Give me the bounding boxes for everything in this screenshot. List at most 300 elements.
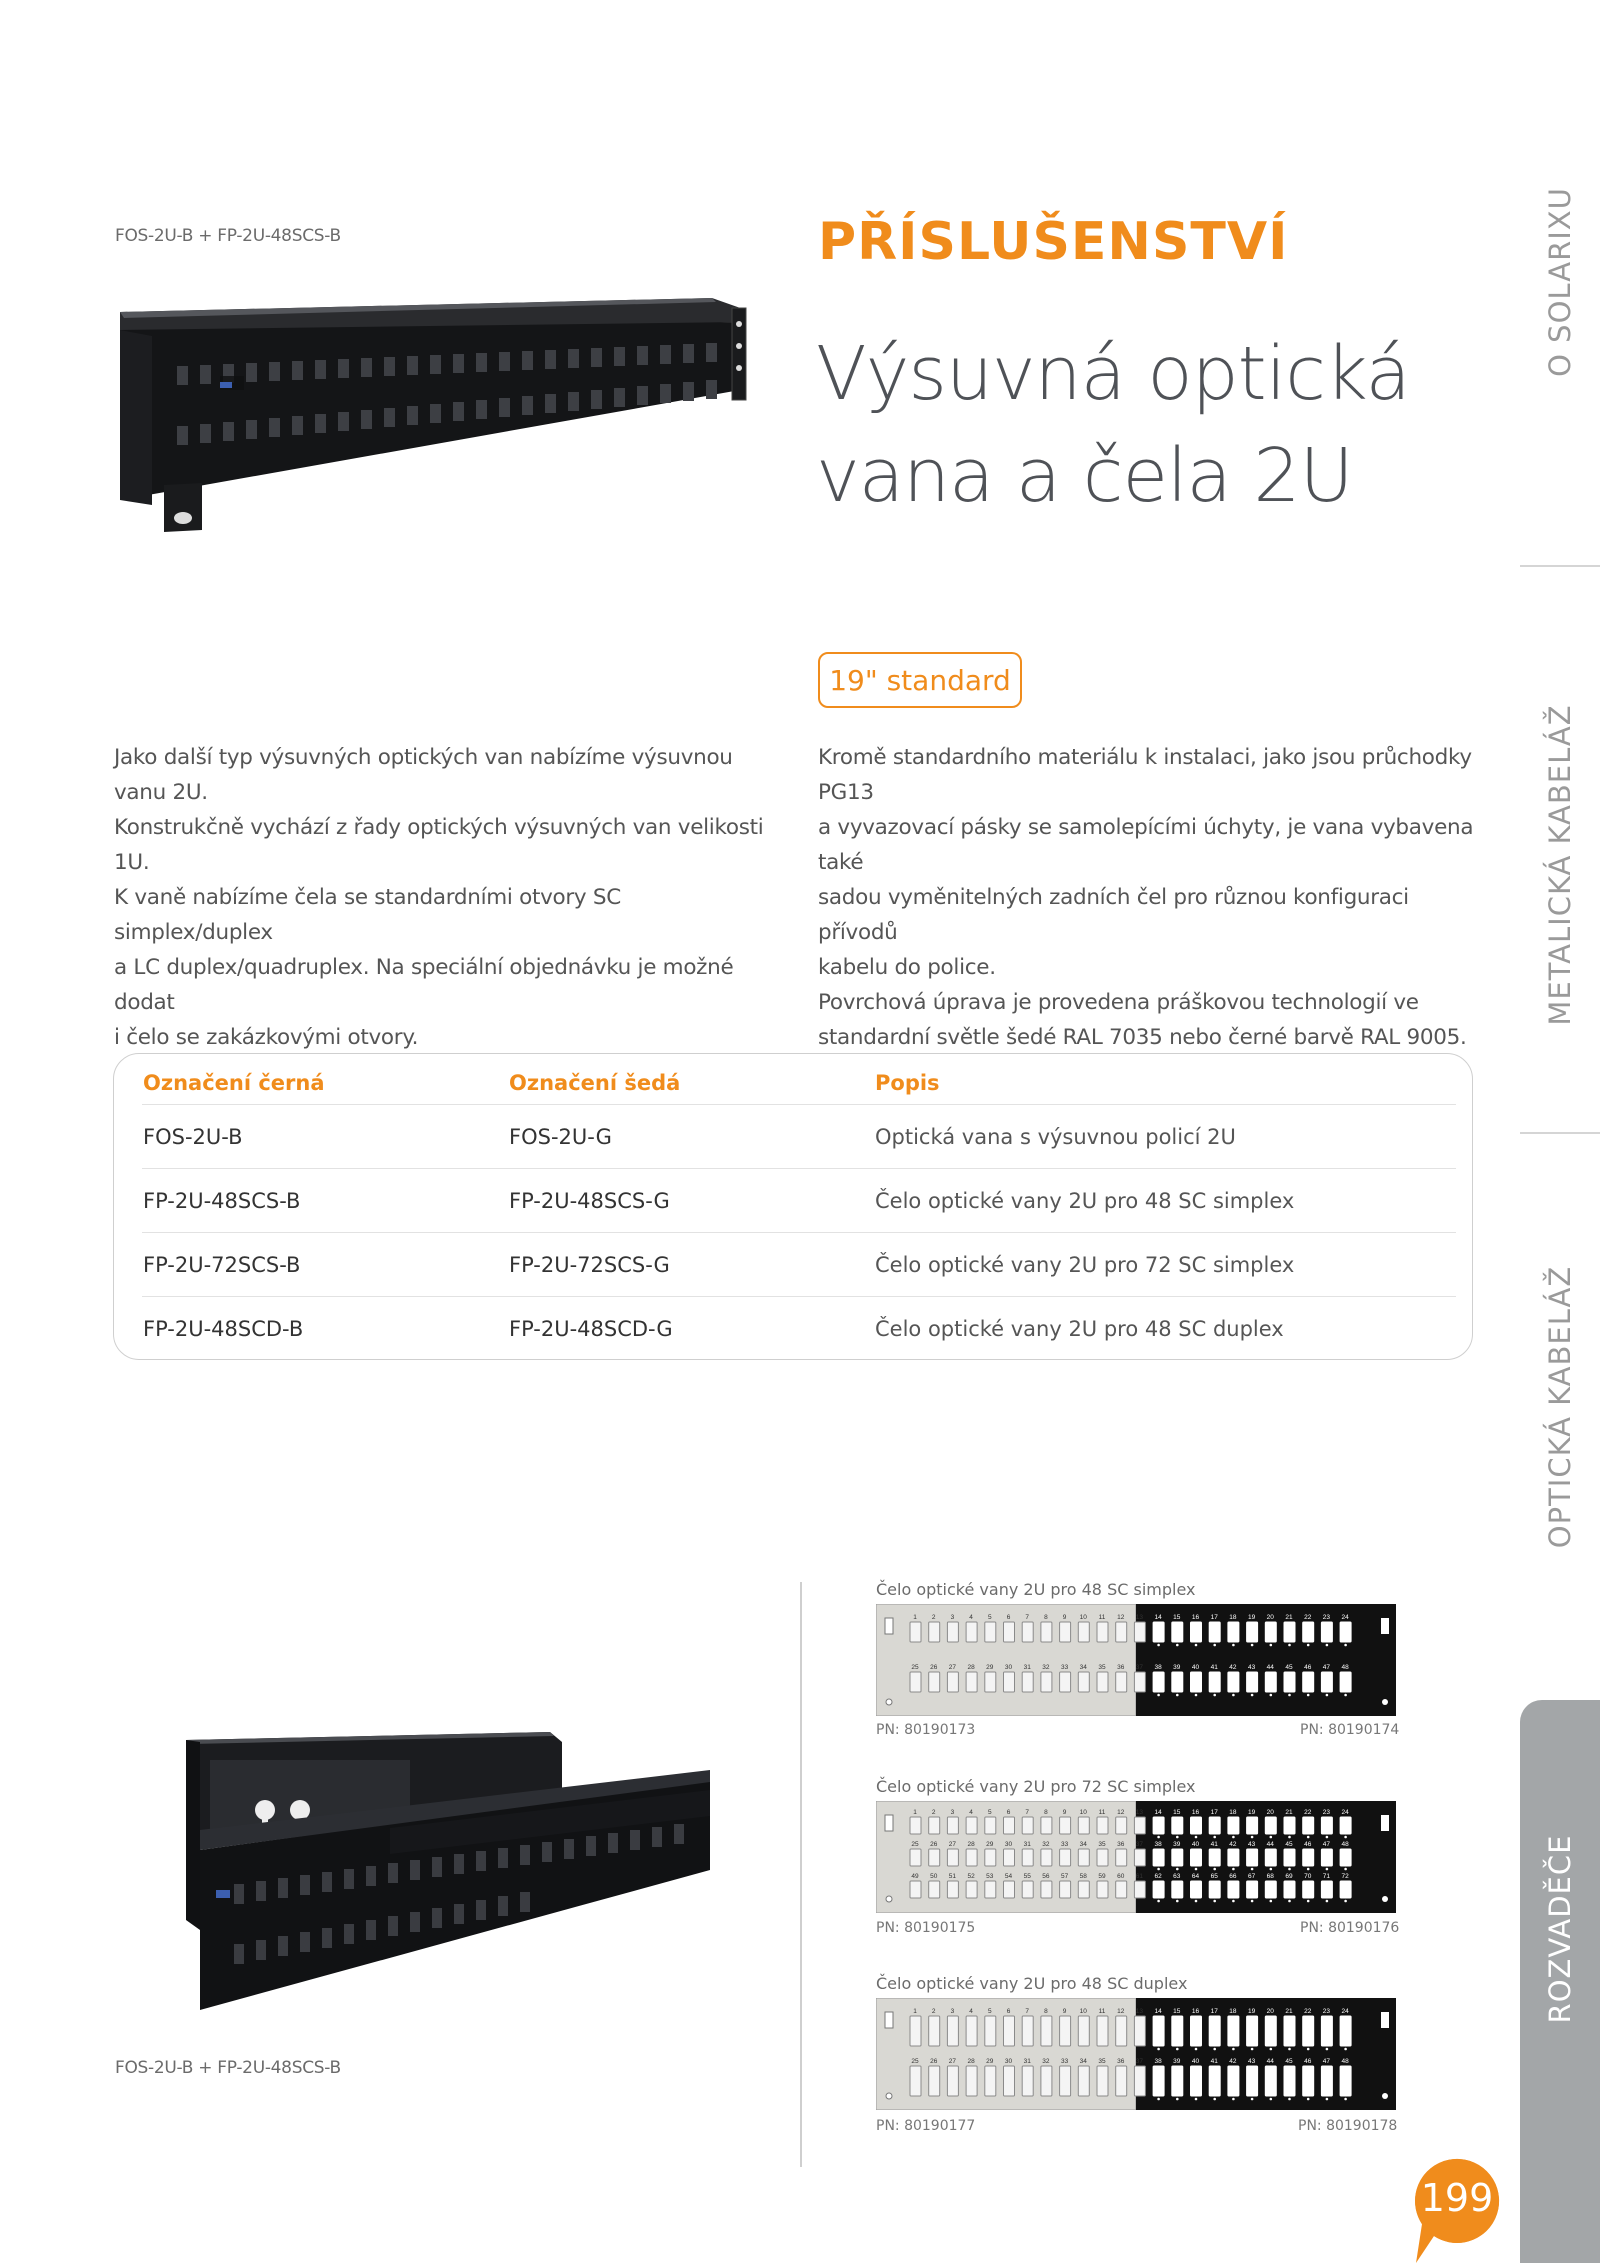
port-marker — [1326, 2098, 1329, 2101]
port-marker — [1213, 1868, 1216, 1871]
port-number: 37 — [1135, 1664, 1144, 1671]
port-number: 42 — [1229, 1664, 1237, 1671]
port-marker — [1270, 1900, 1273, 1903]
port-slot — [1265, 1849, 1276, 1866]
port-slot — [1134, 1881, 1145, 1898]
part-number-black: PN: 80190178 — [1298, 2118, 1398, 2134]
port-slot — [1041, 1672, 1052, 1692]
port-number: 20 — [1266, 1809, 1274, 1816]
intro-right-line: a vyvazovací pásky se samolepícími úchyty, je vana vybavena také — [818, 815, 1474, 875]
port-number: 2 — [931, 2008, 936, 2015]
port-number: 34 — [1079, 1841, 1087, 1848]
port-number: 28 — [967, 2058, 975, 2065]
code-black: FOS-2U-B — [143, 1125, 243, 1149]
port-number: 67 — [1247, 1873, 1256, 1880]
mount-hole — [1382, 1699, 1388, 1705]
port-marker — [1288, 1644, 1291, 1647]
product-table — [113, 1053, 1473, 1360]
port-slot — [1191, 2016, 1202, 2046]
port-slot — [1041, 1817, 1052, 1834]
port-number: 41 — [1210, 1664, 1218, 1671]
tab-rozvadece-active[interactable] — [1520, 1700, 1600, 2263]
port-number: 34 — [1079, 2058, 1087, 2065]
port-number: 3 — [950, 1809, 955, 1816]
port-slot — [1321, 1849, 1332, 1866]
port-slot — [1303, 1881, 1314, 1898]
port-number: 33 — [1060, 1841, 1069, 1848]
port-number: 46 — [1304, 1841, 1312, 1848]
port-number: 47 — [1322, 1664, 1331, 1671]
port-number: 39 — [1173, 1664, 1181, 1671]
port-number: 7 — [1025, 1614, 1030, 1621]
port-slot — [1303, 2066, 1314, 2096]
port-slot — [1247, 1817, 1258, 1834]
intro-left-line: Konstrukčně vychází z řady optických výsuvných van velikosti 1U. — [114, 815, 764, 875]
port-number: 23 — [1322, 1809, 1331, 1816]
port-marker — [1307, 1900, 1310, 1903]
port-number: 16 — [1191, 2008, 1200, 2015]
port-slot — [1078, 1881, 1089, 1898]
intro-right-line: standardní světle šedé RAL 7035 nebo černé barvě RAL 9005. — [818, 1025, 1467, 1050]
port-slot — [929, 1849, 940, 1866]
bottom-product-image — [180, 1720, 720, 2020]
intro-left-line: a LC duplex/quadruplex. Na speciální objednávku je možné dodat — [114, 955, 734, 1015]
port-slot — [1022, 2066, 1033, 2096]
part-number-black: PN: 80190174 — [1300, 1722, 1400, 1738]
port-slot — [1340, 1672, 1351, 1692]
port-number: 12 — [1117, 1614, 1125, 1621]
port-marker — [1157, 1900, 1160, 1903]
port-slot — [1191, 1622, 1202, 1642]
port-slot — [1060, 1817, 1071, 1834]
port-marker — [1195, 1644, 1198, 1647]
port-slot — [1116, 1881, 1127, 1898]
port-number: 30 — [1004, 1841, 1013, 1848]
section-label: PŘÍSLUŠENSTVÍ — [818, 212, 1289, 272]
port-slot — [1303, 1849, 1314, 1866]
port-number: 13 — [1135, 2008, 1144, 2015]
port-marker — [1157, 1836, 1160, 1839]
port-slot — [1284, 1849, 1295, 1866]
port-marker — [1176, 1868, 1179, 1871]
port-number: 48 — [1341, 2058, 1349, 2065]
port-number: 32 — [1042, 2058, 1050, 2065]
mount-hole — [885, 1618, 893, 1634]
port-marker — [1213, 2098, 1216, 2101]
port-number: 24 — [1341, 1809, 1349, 1816]
port-number: 18 — [1229, 1809, 1237, 1816]
mount-hole — [1382, 1896, 1388, 1902]
port-slot — [1172, 1672, 1183, 1692]
port-slot — [1228, 1817, 1239, 1834]
port-marker — [1288, 1836, 1291, 1839]
port-slot — [947, 1817, 958, 1834]
port-number: 25 — [911, 1664, 919, 1671]
port-slot — [1022, 1817, 1033, 1834]
port-number: 43 — [1247, 2058, 1256, 2065]
page-title-line-1: Výsuvná optická — [816, 331, 1410, 417]
tab-separator — [1520, 565, 1600, 567]
port-slot — [1004, 1849, 1015, 1866]
port-slot — [1321, 2016, 1332, 2046]
port-number: 59 — [1098, 1873, 1106, 1880]
port-marker — [1195, 1836, 1198, 1839]
port-number: 35 — [1098, 1841, 1106, 1848]
part-number-grey: PN: 80190177 — [876, 2118, 976, 2134]
port-number: 6 — [1006, 1614, 1011, 1621]
port-number: 7 — [1025, 1809, 1030, 1816]
port-slot — [1134, 1672, 1145, 1692]
top-product-image — [112, 290, 752, 540]
port-number: 11 — [1098, 1614, 1106, 1621]
port-number: 28 — [967, 1664, 975, 1671]
port-number: 38 — [1154, 2058, 1162, 2065]
port-slot — [985, 2016, 996, 2046]
port-number: 1 — [913, 1809, 917, 1816]
faceplate-48sc-simplex — [876, 1604, 1396, 1716]
port-marker — [1326, 2048, 1329, 2051]
port-number: 24 — [1341, 2008, 1349, 2015]
port-slot — [1191, 1849, 1202, 1866]
port-slot — [1265, 1817, 1276, 1834]
port-number: 61 — [1135, 1873, 1144, 1880]
tab-opticka-kabelaz[interactable]: OPTICKÁ KABELÁŽ — [1543, 1265, 1577, 1549]
port-number: 55 — [1023, 1873, 1031, 1880]
port-marker — [1270, 1836, 1273, 1839]
port-number: 64 — [1191, 1873, 1200, 1880]
port-marker — [1251, 1868, 1254, 1871]
port-slot — [929, 1817, 940, 1834]
port-slot — [966, 2016, 977, 2046]
port-marker — [1326, 1644, 1329, 1647]
tab-metalicka-kabelaz[interactable]: METALICKÁ KABELÁŽ — [1543, 704, 1577, 1026]
port-number: 21 — [1285, 2008, 1293, 2015]
port-number: 41 — [1210, 2058, 1218, 2065]
intro-left-line: i čelo se zakázkovými otvory. — [114, 1025, 419, 1050]
port-slot — [1004, 1817, 1015, 1834]
port-number: 33 — [1060, 1664, 1069, 1671]
port-slot — [947, 1622, 958, 1642]
port-number: 37 — [1135, 1841, 1144, 1848]
port-slot — [1060, 2066, 1071, 2096]
port-number: 54 — [1004, 1873, 1013, 1880]
port-slot — [947, 2066, 958, 2096]
tab-o-solarixu[interactable]: O SOLARIXU — [1543, 187, 1577, 377]
port-number: 1 — [913, 2008, 917, 2015]
port-slot — [1209, 1622, 1220, 1642]
port-number: 22 — [1304, 1809, 1312, 1816]
port-number: 57 — [1060, 1873, 1069, 1880]
port-marker — [1157, 2048, 1160, 2051]
port-slot — [1228, 1881, 1239, 1898]
port-number: 19 — [1247, 1809, 1256, 1816]
mount-hole — [885, 2012, 893, 2028]
port-number: 35 — [1098, 1664, 1106, 1671]
intro-right-line: kabelu do police. — [818, 955, 996, 980]
port-slot — [1116, 1622, 1127, 1642]
port-marker — [1307, 1836, 1310, 1839]
port-marker — [1307, 1694, 1310, 1697]
port-slot — [1022, 2016, 1033, 2046]
intro-left-line: K vaně nabízíme čela se standardními otvory SC simplex/duplex — [114, 885, 621, 945]
port-slot — [1209, 1672, 1220, 1692]
port-slot — [1134, 2066, 1145, 2096]
port-marker — [1232, 1644, 1235, 1647]
port-marker — [1270, 1868, 1273, 1871]
port-marker — [1232, 1694, 1235, 1697]
port-marker — [1344, 1644, 1347, 1647]
port-number: 44 — [1266, 1841, 1274, 1848]
intro-left-line: Jako další typ výsuvných optických van nabízíme výsuvnou vanu 2U. — [114, 745, 733, 805]
port-marker — [1270, 1644, 1273, 1647]
port-number: 4 — [969, 1614, 973, 1621]
port-number: 44 — [1266, 1664, 1274, 1671]
port-number: 62 — [1154, 1873, 1162, 1880]
part-number-grey: PN: 80190175 — [876, 1920, 976, 1936]
port-number: 49 — [911, 1873, 919, 1880]
description: Optická vana s výsuvnou policí 2U — [875, 1125, 1236, 1149]
port-number: 23 — [1322, 2008, 1331, 2015]
intro-right — [818, 740, 1488, 1055]
port-number: 17 — [1210, 1614, 1218, 1621]
port-slot — [1284, 1622, 1295, 1642]
port-marker — [1232, 1836, 1235, 1839]
port-slot — [1172, 2066, 1183, 2096]
port-number: 9 — [1062, 1809, 1067, 1816]
port-slot — [1004, 1622, 1015, 1642]
panel-caption: Čelo optické vany 2U pro 48 SC simplex — [876, 1580, 1196, 1599]
port-number: 16 — [1191, 1614, 1200, 1621]
port-number: 32 — [1042, 1841, 1050, 1848]
port-slot — [947, 1672, 958, 1692]
port-slot — [1097, 1817, 1108, 1834]
port-number: 42 — [1229, 1841, 1237, 1848]
intro-right-line: Povrchová úprava je provedena práškovou technologií ve — [818, 990, 1419, 1015]
port-slot — [1265, 1881, 1276, 1898]
port-slot — [1265, 2066, 1276, 2096]
port-slot — [1172, 2016, 1183, 2046]
port-slot — [1228, 1849, 1239, 1866]
port-number: 28 — [967, 1841, 975, 1848]
intro-left — [114, 740, 774, 1055]
port-slot — [1340, 1881, 1351, 1898]
port-slot — [1116, 2016, 1127, 2046]
port-slot — [1247, 2016, 1258, 2046]
port-slot — [966, 1672, 977, 1692]
port-slot — [947, 1881, 958, 1898]
port-number: 15 — [1173, 2008, 1181, 2015]
port-slot — [1340, 1817, 1351, 1834]
port-number: 6 — [1006, 1809, 1011, 1816]
port-slot — [947, 2016, 958, 2046]
port-slot — [910, 1849, 921, 1866]
port-slot — [1022, 1849, 1033, 1866]
port-slot — [1153, 1881, 1164, 1898]
port-slot — [929, 1622, 940, 1642]
port-number: 14 — [1154, 1614, 1162, 1621]
port-number: 12 — [1117, 2008, 1125, 2015]
port-number: 20 — [1266, 1614, 1274, 1621]
port-number: 68 — [1266, 1873, 1274, 1880]
port-number: 47 — [1322, 2058, 1331, 2065]
table-header-grey: Označení šedá — [509, 1071, 681, 1095]
port-number: 20 — [1266, 2008, 1274, 2015]
port-number: 66 — [1229, 1873, 1237, 1880]
port-number: 71 — [1322, 1873, 1331, 1880]
port-slot — [1022, 1881, 1033, 1898]
intro-right-line: sadou vyměnitelných zadních čel pro různou konfiguraci přívodů — [818, 885, 1409, 945]
port-number: 9 — [1062, 2008, 1067, 2015]
port-slot — [1191, 1672, 1202, 1692]
port-number: 31 — [1023, 1664, 1031, 1671]
port-slot — [1340, 2066, 1351, 2096]
port-slot — [1172, 1817, 1183, 1834]
port-slot — [1078, 1849, 1089, 1866]
port-number: 5 — [987, 2008, 992, 2015]
port-number: 52 — [967, 1873, 975, 1880]
port-number: 21 — [1285, 1809, 1293, 1816]
port-number: 48 — [1341, 1664, 1349, 1671]
port-slot — [1097, 1881, 1108, 1898]
port-marker — [1195, 2098, 1198, 2101]
description: Čelo optické vany 2U pro 48 SC simplex — [875, 1189, 1295, 1213]
port-slot — [985, 2066, 996, 2096]
port-slot — [1303, 1622, 1314, 1642]
port-slot — [910, 1622, 921, 1642]
port-number: 17 — [1210, 2008, 1218, 2015]
port-slot — [1228, 2066, 1239, 2096]
port-number: 31 — [1023, 1841, 1031, 1848]
port-slot — [1247, 1622, 1258, 1642]
mount-hole — [886, 2093, 892, 2099]
port-slot — [966, 2066, 977, 2096]
port-number: 10 — [1079, 1809, 1087, 1816]
code-grey: FOS-2U-G — [509, 1125, 612, 1149]
port-slot — [1116, 1849, 1127, 1866]
description: Čelo optické vany 2U pro 72 SC simplex — [875, 1253, 1295, 1277]
port-number: 41 — [1210, 1841, 1218, 1848]
port-slot — [1321, 1817, 1332, 1834]
port-slot — [1097, 1849, 1108, 1866]
port-slot — [1153, 1817, 1164, 1834]
port-number: 30 — [1004, 2058, 1013, 2065]
port-marker — [1213, 1836, 1216, 1839]
port-marker — [1307, 2098, 1310, 2101]
port-slot — [1041, 1849, 1052, 1866]
port-marker — [1232, 2048, 1235, 2051]
port-number: 2 — [931, 1809, 936, 1816]
port-number: 4 — [969, 1809, 973, 1816]
port-marker — [1176, 2048, 1179, 2051]
port-slot — [1060, 2016, 1071, 2046]
port-slot — [1303, 1817, 1314, 1834]
port-slot — [1209, 1817, 1220, 1834]
port-number: 36 — [1117, 1841, 1125, 1848]
port-number: 27 — [948, 1841, 957, 1848]
port-slot — [985, 1849, 996, 1866]
port-marker — [1157, 1644, 1160, 1647]
port-number: 36 — [1117, 1664, 1125, 1671]
port-number: 58 — [1079, 1873, 1087, 1880]
port-number: 23 — [1322, 1614, 1331, 1621]
port-marker — [1270, 1694, 1273, 1697]
port-slot — [1041, 2066, 1052, 2096]
port-number: 19 — [1247, 1614, 1256, 1621]
port-slot — [1247, 1849, 1258, 1866]
page-title — [816, 323, 1410, 527]
port-slot — [1265, 1672, 1276, 1692]
port-marker — [1326, 1868, 1329, 1871]
port-slot — [1116, 1817, 1127, 1834]
port-slot — [1078, 1622, 1089, 1642]
port-slot — [1004, 1881, 1015, 1898]
port-number: 26 — [930, 1664, 938, 1671]
port-marker — [1251, 1836, 1254, 1839]
port-marker — [1251, 2048, 1254, 2051]
page-title-line-2: vana a čela 2U — [816, 433, 1353, 519]
port-number: 25 — [911, 1841, 919, 1848]
port-number: 48 — [1341, 1841, 1349, 1848]
port-marker — [1195, 1868, 1198, 1871]
port-number: 30 — [1004, 1664, 1013, 1671]
port-number: 65 — [1210, 1873, 1218, 1880]
code-black: FP-2U-48SCS-B — [143, 1189, 301, 1213]
mount-hole — [1381, 1618, 1389, 1634]
tab-separator — [1520, 1132, 1600, 1134]
port-slot — [1172, 1622, 1183, 1642]
code-grey: FP-2U-72SCS-G — [509, 1253, 670, 1277]
port-marker — [1344, 2048, 1347, 2051]
page-number: 199 — [1420, 2176, 1494, 2220]
port-number: 39 — [1173, 1841, 1181, 1848]
port-slot — [966, 1622, 977, 1642]
port-slot — [1134, 2016, 1145, 2046]
port-slot — [966, 1817, 977, 1834]
port-slot — [1265, 2016, 1276, 2046]
port-slot — [1097, 1672, 1108, 1692]
port-number: 33 — [1060, 2058, 1069, 2065]
port-slot — [1004, 2066, 1015, 2096]
port-slot — [1116, 2066, 1127, 2096]
port-marker — [1176, 1836, 1179, 1839]
port-slot — [1153, 1849, 1164, 1866]
port-slot — [985, 1672, 996, 1692]
port-number: 40 — [1191, 1664, 1200, 1671]
port-number: 69 — [1285, 1873, 1293, 1880]
port-marker — [1307, 1868, 1310, 1871]
port-slot — [1191, 2066, 1202, 2096]
mount-hole — [886, 1896, 892, 1902]
port-number: 8 — [1044, 1809, 1048, 1816]
port-marker — [1176, 1694, 1179, 1697]
port-marker — [1326, 1694, 1329, 1697]
port-slot — [966, 1849, 977, 1866]
port-marker — [1288, 1900, 1291, 1903]
port-number: 3 — [950, 2008, 955, 2015]
port-marker — [1251, 1644, 1254, 1647]
port-marker — [1270, 2098, 1273, 2101]
chapter-sidebar — [1520, 0, 1600, 2263]
port-marker — [1344, 1836, 1347, 1839]
port-slot — [1284, 1817, 1295, 1834]
port-slot — [1134, 1817, 1145, 1834]
port-slot — [929, 2016, 940, 2046]
code-grey: FP-2U-48SCS-G — [509, 1189, 670, 1213]
table-header-black: Označení černá — [143, 1071, 325, 1095]
port-slot — [1078, 2066, 1089, 2096]
port-number: 45 — [1285, 1841, 1293, 1848]
port-number: 29 — [986, 2058, 994, 2065]
